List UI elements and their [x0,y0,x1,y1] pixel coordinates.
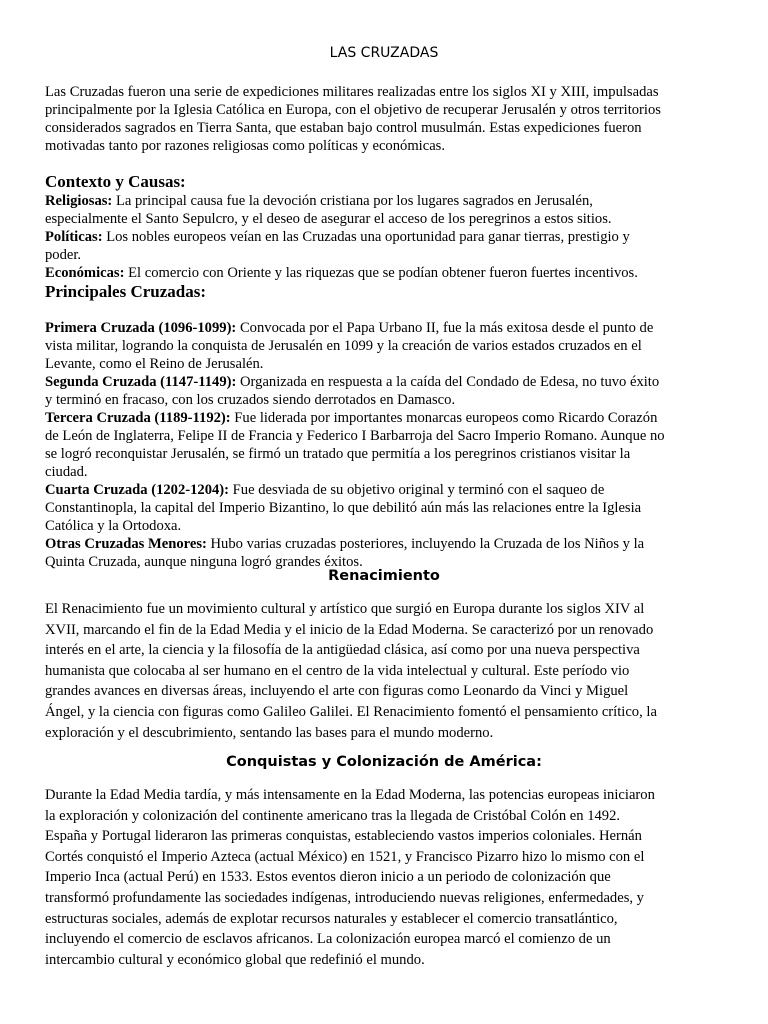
crusades-heading: Principales Cruzadas: [45,282,207,301]
intro-paragraph: Las Cruzadas fueron una serie de expediciones militares realizadas entre los siglos XI y XIII, impulsadas principalmente por la Iglesia Católica en Europa, con el objetivo de recuperar Jerusalén y otros territorios considerados sagrados en Tierra Santa, que estaban bajo control musulmán. Estas expediciones fueron motivadas tanto por razones religiosas como políticas y económicas. [45,84,661,154]
document-title: LAS CRUZADAS [329,45,439,61]
item-label: Primera Cruzada (1096-1099): [45,320,237,336]
item-text: Hubo varias cruzadas posteriores, incluyendo la Cruzada de los Niños y la Quinta Cruzada, aunque ninguna logró grandes éxitos. [45,536,645,570]
item-text: La principal causa fue la devoción cristiana por los lugares sagrados en Jerusalén, especialmente el Santo Sepulcro, y el deseo de asegurar el acceso de los peregrinos a estos sitios. [45,193,612,227]
context-heading: Contexto y Causas: [45,172,186,191]
item-label: Otras Cruzadas Menores: [45,536,207,552]
item-text: El comercio con Oriente y las riquezas que se podían obtener fueron fuertes incentivos. [124,265,638,281]
crusades-list [45,319,665,571]
item-text: Fue liderada por importantes monarcas europeos como Ricardo Corazón de León de Inglaterra, Felipe II de Francia y Federico I Barbarroja del Sacro Imperio Romano. Aunque no se logró reconquistar Jerusalén, se firmó un tratado que permitía a los peregrinos cristianos visitar la ciudad. [45,410,665,480]
item-label: Segunda Cruzada (1147-1149): [45,374,237,390]
renaissance-heading: Renacimiento [328,568,440,584]
conquest-heading: Conquistas y Colonización de América: [226,754,542,770]
crusade-item-tercera [45,409,665,481]
item-text: Organizada en respuesta a la caída del Condado de Edesa, no tuvo éxito y terminó en fracaso, con los cruzados siendo derrotados en Damasco. [45,374,660,408]
crusade-item-cuarta [45,481,665,535]
context-item-politicas [45,228,665,264]
crusade-item-segunda [45,373,665,409]
context-item-economicas [45,264,665,282]
item-label: Económicas: [45,265,125,281]
renaissance-paragraph: El Renacimiento fue un movimiento cultural y artístico que surgió en Europa durante los siglos XIV al XVII, marcando el fin de la Edad Media y el inicio de la Edad Moderna. Se caracterizó por un renovado interés en el arte, la ciencia y la filosofía de la antigüedad clásica, así como por una nueva perspectiva humanista que colocaba al ser humano en el centro de la vida intelectual y cultural. Este período vio grandes avances en diversas áreas, incluyendo el arte con figuras como Leonardo da Vinci y Miguel Ángel, y la ciencia con figuras como Galileo Galilei. El Renacimiento fomentó el pensamiento crítico, la exploración y el descubrimiento, sentando las bases para el mundo moderno. [45,601,657,741]
item-label: Cuarta Cruzada (1202-1204): [45,482,230,498]
context-item-religiosas [45,192,665,228]
crusade-item-otras [45,535,665,571]
item-label: Políticas: [45,229,103,245]
item-text: Fue desviada de su objetivo original y terminó con el saqueo de Constantinopla, la capital del Imperio Bizantino, lo que debilitó aún más las relaciones entre la Iglesia Católica y la Ortodoxa. [45,482,642,534]
crusade-item-primera [45,319,665,373]
item-text: Convocada por el Papa Urbano II, fue la más exitosa desde el punto de vista militar, logrando la conquista de Jerusalén en 1099 y la creación de varios estados cruzados en el Levante, como el Reino de Jerusalén. [45,320,654,372]
item-label: Religiosas: [45,193,113,209]
context-list [45,192,665,282]
item-text: Los nobles europeos veían en las Cruzadas una oportunidad para ganar tierras, prestigio y poder. [45,229,630,263]
item-label: Tercera Cruzada (1189-1192): [45,410,231,426]
conquest-paragraph: Durante la Edad Media tardía, y más intensamente en la Edad Moderna, las potencias europeas iniciaron la exploración y colonización del continente americano tras la llegada de Cristóbal Colón en 1492. España y Portugal lideraron las primeras conquistas, estableciendo vastos imperios coloniales. Hernán Cortés conquistó el Imperio Azteca (actual México) en 1521, y Francisco Pizarro hizo lo mismo con el Imperio Inca (actual Perú) en 1533. Estos eventos dieron inicio a un periodo de colonización que transformó profundamente las sociedades indígenas, introduciendo nuevas religiones, enfermedades, y estructuras sociales, además de explotar recursos naturales y establecer el comercio transatlántico, incluyendo el comercio de esclavos africanos. La colonización europea marcó el comienzo de un intercambio cultural y económico global que redefinió el mundo. [45,787,655,968]
